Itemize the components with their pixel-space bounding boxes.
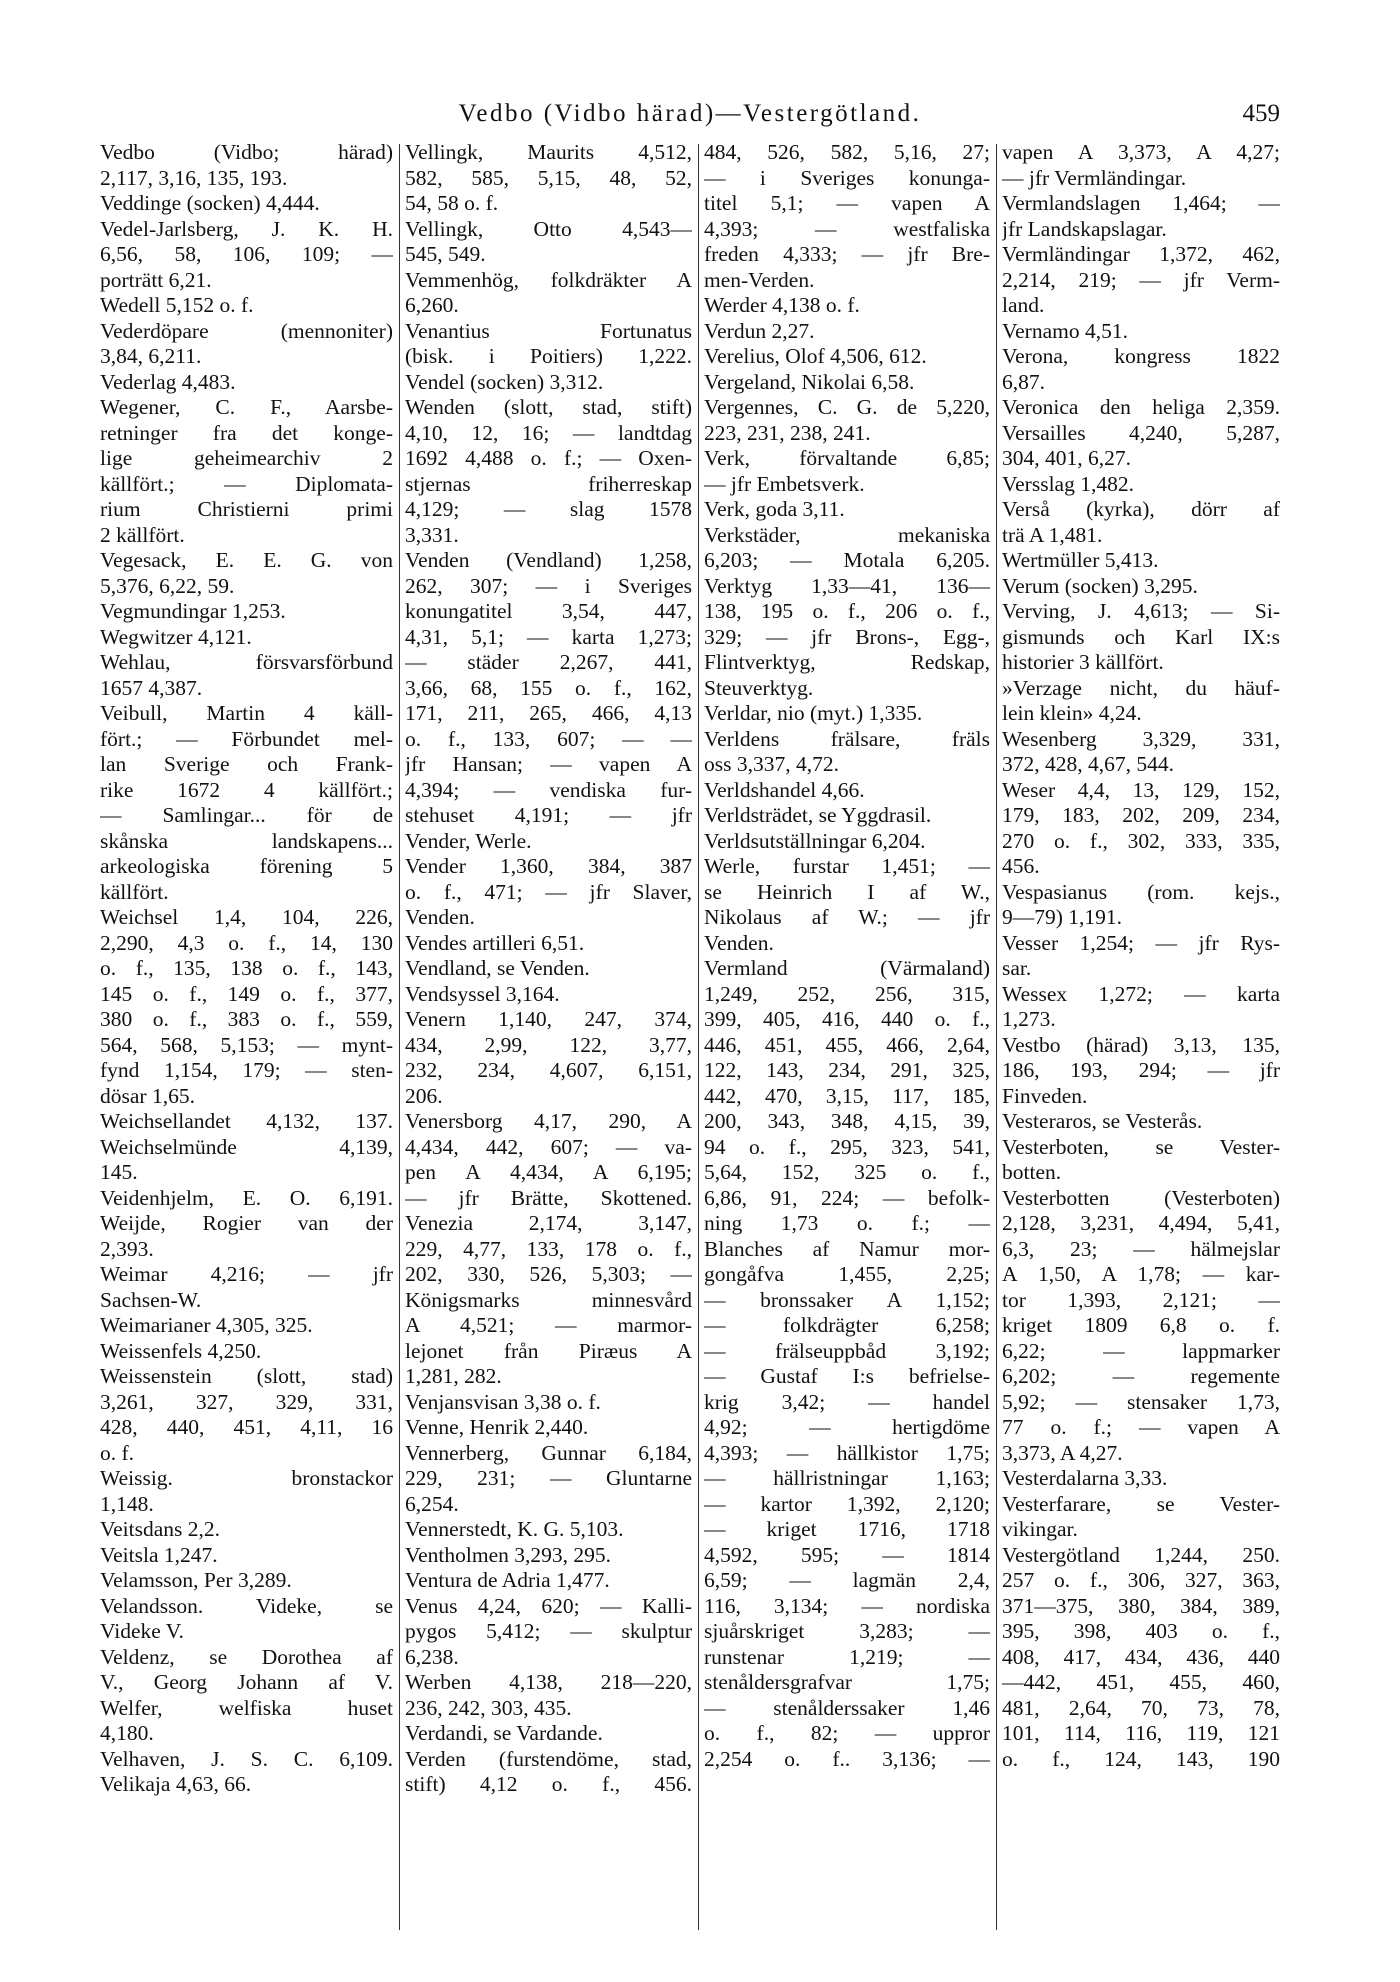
index-line: 6,86, 91, 224; — befolk- xyxy=(704,1185,990,1210)
index-line: Weissig. bronstackor xyxy=(100,1466,393,1490)
index-line: — jfr Embetsverk. xyxy=(704,471,865,496)
index-line: stehuset 4,191; — jfr xyxy=(405,803,692,827)
index-line: Weichsel 1,4, 104, 226, xyxy=(100,905,393,929)
index-line: källfört. xyxy=(100,879,169,904)
index-line: Vegesack, E. E. G. von xyxy=(100,548,393,572)
index-line: stift) 4,12 o. f., 456. xyxy=(405,1772,692,1796)
index-line: 6,87. xyxy=(1002,369,1045,394)
index-line: Veitsla 1,247. xyxy=(100,1542,218,1567)
index-line: Vesterboten, se Vester- xyxy=(1002,1134,1280,1159)
index-line: 1,273. xyxy=(1002,1007,1056,1031)
index-line: krig 3,42; — handel xyxy=(704,1389,990,1414)
index-line: 484, 526, 582, 5,16, 27; xyxy=(704,140,990,164)
index-line: Venersborg 4,17, 290, A xyxy=(405,1109,692,1133)
index-line: 1,249, 252, 256, 315, xyxy=(704,981,990,1006)
index-line: Wegener, C. F., Aarsbe- xyxy=(100,395,393,419)
index-line: Vederdöpare (mennoniter) xyxy=(100,318,393,343)
column-divider xyxy=(399,144,400,1930)
index-line: 1692 4,488 o. f.; — Oxen- xyxy=(405,446,692,470)
index-line: 5,92; — stensaker 1,73, xyxy=(1002,1389,1280,1414)
index-line: —442, 451, 455, 460, xyxy=(1002,1670,1280,1694)
index-line: Vedel-Jarlsberg, J. K. H. xyxy=(100,216,393,241)
index-line: Welfer, welfiska huset xyxy=(100,1695,393,1720)
index-line: Verk, förvaltande 6,85; xyxy=(704,446,990,470)
index-line: stjernas friherreskap xyxy=(405,471,692,496)
index-line: Wessex 1,272; — karta xyxy=(1002,981,1280,1006)
index-line: 6,22; — lappmarker xyxy=(1002,1338,1280,1363)
index-line: Ventholmen 3,293, 295. xyxy=(405,1542,612,1567)
index-line: 145. xyxy=(100,1160,138,1184)
index-line: oss 3,337, 4,72. xyxy=(704,752,839,776)
index-line: 145 o. f., 149 o. f., 377, xyxy=(100,981,393,1006)
index-line: 2,214, 219; — jfr Verm- xyxy=(1002,267,1280,292)
index-line: Vellingk, Maurits 4,512, xyxy=(405,140,692,164)
index-line: 304, 401, 6,27. xyxy=(1002,446,1131,470)
index-line: Werle, furstar 1,451; — xyxy=(704,854,990,878)
index-line: 4,129; — slag 1578 xyxy=(405,497,692,521)
index-line: — kriget 1716, 1718 xyxy=(704,1517,990,1541)
page-header xyxy=(100,100,1280,140)
index-line: Vesterfarare, se Vester- xyxy=(1002,1491,1280,1516)
index-line: — bronssaker A 1,152; xyxy=(704,1287,990,1312)
index-line: 200, 343, 348, 4,15, 39, xyxy=(704,1109,990,1133)
index-line: Vermländingar 1,372, 462, xyxy=(1002,242,1280,266)
index-line: Vesterbotten (Vesterboten) xyxy=(1002,1185,1280,1210)
index-line: Venantius Fortunatus xyxy=(405,318,692,343)
index-line: Venus 4,24, 620; — Kalli- xyxy=(405,1593,692,1618)
index-line: Vestergötland 1,244, 250. xyxy=(1002,1542,1280,1567)
index-line: Weichselmünde 4,139, xyxy=(100,1134,393,1159)
index-line: Vergeland, Nikolai 6,58. xyxy=(704,369,915,394)
index-line: 481, 2,64, 70, 73, 78, xyxy=(1002,1695,1280,1720)
index-line: 4,180. xyxy=(100,1721,154,1745)
index-line: gismunds och Karl IX:s xyxy=(1002,624,1280,649)
index-line: A 4,521; — marmor- xyxy=(405,1313,692,1337)
index-line: Vermlandslagen 1,464; — xyxy=(1002,191,1280,215)
index-line: Weijde, Rogier van der xyxy=(100,1211,393,1235)
index-line: Verldshandel 4,66. xyxy=(704,777,865,802)
index-line: — jfr Brätte, Skottened. xyxy=(405,1185,692,1210)
index-line: Vennerberg, Gunnar 6,184, xyxy=(405,1440,692,1465)
running-title: Vedbo (Vidbo härad)—Vestergötland. xyxy=(458,100,922,127)
index-line: 6,59; — lagmän 2,4, xyxy=(704,1568,990,1592)
index-line: konungatitel 3,54, 447, xyxy=(405,599,692,623)
index-line: Vesser 1,254; — jfr Rys- xyxy=(1002,930,1280,955)
index-line: A 1,50, A 1,78; — kar- xyxy=(1002,1262,1280,1286)
index-line: 2,290, 4,3 o. f., 14, 130 xyxy=(100,930,393,955)
index-line: 6,3, 23; — hälmejslar xyxy=(1002,1236,1280,1261)
index-line: 4,434, 442, 607; — va- xyxy=(405,1134,692,1159)
index-line: Verldsutställningar 6,204. xyxy=(704,828,926,853)
column-divider xyxy=(996,144,997,1930)
index-line: 257 o. f., 306, 327, 363, xyxy=(1002,1568,1280,1592)
index-line: arkeologiska förening 5 xyxy=(100,854,393,878)
index-line: Verum (socken) 3,295. xyxy=(1002,573,1198,598)
index-line: Venden. xyxy=(704,930,774,955)
index-line: Weimar 4,216; — jfr xyxy=(100,1262,393,1286)
index-line: Verldens frälsare, fräls xyxy=(704,726,990,751)
index-line: lejonet från Piræus A xyxy=(405,1338,692,1363)
index-line: 270 o. f., 302, 333, 335, xyxy=(1002,828,1280,853)
index-line: o. f., 133, 607; — — xyxy=(405,726,692,751)
index-line: — Gustaf I:s befrielse- xyxy=(704,1364,990,1388)
index-line: lan Sverige och Frank- xyxy=(100,752,393,776)
index-line: Veitsdans 2,2. xyxy=(100,1517,221,1541)
index-line: o. f., 471; — jfr Slaver, xyxy=(405,879,692,904)
index-line: 372, 428, 4,67, 544. xyxy=(1002,752,1174,776)
index-line: Weissenstein (slott, stad) xyxy=(100,1364,393,1388)
index-line: 4,393; — hällkistor 1,75; xyxy=(704,1440,990,1465)
index-line: 4,394; — vendiska fur- xyxy=(405,777,692,802)
index-line: 77 o. f.; — vapen A xyxy=(1002,1415,1280,1439)
index-line: Velandsson. Videke, se xyxy=(100,1593,393,1618)
index-line: 4,10, 12, 16; — landtdag xyxy=(405,420,692,445)
index-line: Nikolaus af W.; — jfr xyxy=(704,905,990,929)
index-line: Vegmundingar 1,253. xyxy=(100,599,286,623)
index-line: Veldenz, se Dorothea af xyxy=(100,1644,393,1669)
index-line: Veddinge (socken) 4,444. xyxy=(100,191,320,215)
index-line: historier 3 källfört. xyxy=(1002,650,1164,674)
index-line: vapen A 3,373, A 4,27; xyxy=(1002,140,1280,164)
index-line: — i Sveriges konunga- xyxy=(704,165,990,190)
index-column-3 xyxy=(704,140,990,1940)
index-line: 380 o. f., 383 o. f., 559, xyxy=(100,1007,393,1031)
index-line: 262, 307; — i Sveriges xyxy=(405,573,692,598)
index-line: tor 1,393, 2,121; — xyxy=(1002,1287,1280,1312)
index-line: — hällristningar 1,163; xyxy=(704,1466,990,1490)
index-line: 229, 231; — Gluntarne xyxy=(405,1466,692,1490)
index-line: 179, 183, 202, 209, 234, xyxy=(1002,803,1280,827)
index-line: Venden. xyxy=(405,905,475,929)
index-line: runstenar 1,219; — xyxy=(704,1644,990,1669)
index-line: 6,56, 58, 106, 109; — xyxy=(100,242,393,266)
index-line: Steuverktyg. xyxy=(704,675,814,700)
index-line: 442, 470, 3,15, 117, 185, xyxy=(704,1083,990,1108)
index-line: Vendland, se Venden. xyxy=(405,956,590,980)
index-line: se Heinrich I af W., xyxy=(704,879,990,904)
index-line: vikingar. xyxy=(1002,1517,1078,1541)
index-line: jfr Hansan; — vapen A xyxy=(405,752,692,776)
index-line: 582, 585, 5,15, 48, 52, xyxy=(405,165,692,190)
index-line: 5,64, 152, 325 o. f., xyxy=(704,1160,990,1184)
index-line: Werder 4,138 o. f. xyxy=(704,293,860,317)
index-line: o. f., 124, 143, 190 xyxy=(1002,1746,1280,1771)
index-line: Verldsträdet, se Yggdrasil. xyxy=(704,803,932,827)
index-line: Versailles 4,240, 5,287, xyxy=(1002,420,1280,445)
index-line: 408, 417, 434, 436, 440 xyxy=(1002,1644,1280,1669)
index-line: Vederlag 4,483. xyxy=(100,369,236,394)
index-line: 3,373, A 4,27. xyxy=(1002,1440,1123,1465)
index-line: 5,376, 6,22, 59. xyxy=(100,573,235,598)
index-line: Vender, Werle. xyxy=(405,828,532,853)
index-line: Videke V. xyxy=(100,1619,184,1643)
index-line: ning 1,73 o. f.; — xyxy=(704,1211,990,1235)
index-line: Versslag 1,482. xyxy=(1002,471,1134,496)
index-line: 4,393; — westfaliska xyxy=(704,216,990,241)
index-line: — frälseuppbåd 3,192; xyxy=(704,1338,990,1363)
index-line: Vendel (socken) 3,312. xyxy=(405,369,604,394)
index-column-4 xyxy=(1002,140,1280,1940)
index-line: lein klein» 4,24. xyxy=(1002,701,1142,725)
index-line: »Verzage nicht, du häuf- xyxy=(1002,675,1280,700)
index-line: 1657 4,387. xyxy=(100,675,203,700)
index-line: botten. xyxy=(1002,1160,1062,1184)
index-line: 6,260. xyxy=(405,293,459,317)
index-line: Verktyg 1,33—41, 136— xyxy=(704,573,990,598)
index-line: 4,92; — hertigdöme xyxy=(704,1415,990,1439)
index-line: 545, 549. xyxy=(405,242,486,266)
index-line: källfört.; — Diplomata- xyxy=(100,471,393,496)
index-line: 564, 568, 5,153; — mynt- xyxy=(100,1032,393,1057)
index-line: stenåldersgrafvar 1,75; xyxy=(704,1670,990,1694)
index-line: 434, 2,99, 122, 3,77, xyxy=(405,1032,692,1057)
index-line: Vellingk, Otto 4,543— xyxy=(405,216,692,241)
index-line: Verona, kongress 1822 xyxy=(1002,344,1280,368)
index-line: 236, 242, 303, 435. xyxy=(405,1695,572,1720)
index-line: — Samlingar... för de xyxy=(100,803,393,827)
index-line: Ventura de Adria 1,477. xyxy=(405,1568,610,1592)
index-line: 4,592, 595; — 1814 xyxy=(704,1542,990,1567)
index-line: Verdandi, se Vardande. xyxy=(405,1721,603,1745)
index-line: Sachsen-W. xyxy=(100,1287,202,1312)
index-line: 1,281, 282. xyxy=(405,1364,502,1388)
index-line: Vestbo (härad) 3,13, 135, xyxy=(1002,1032,1280,1057)
index-line: 428, 440, 451, 4,11, 16 xyxy=(100,1415,393,1439)
index-line: Vespasianus (rom. kejs., xyxy=(1002,879,1280,904)
index-line: 2,393. xyxy=(100,1236,154,1261)
index-line: Weimarianer 4,305, 325. xyxy=(100,1313,313,1337)
index-line: 456. xyxy=(1002,854,1040,878)
index-line: Vendsyssel 3,164. xyxy=(405,981,560,1006)
index-line: Velikaja 4,63, 66. xyxy=(100,1772,252,1796)
index-line: 6,202; — regemente xyxy=(1002,1364,1280,1388)
index-line: 399, 405, 416, 440 o. f., xyxy=(704,1007,990,1031)
index-line: Verelius, Olof 4,506, 612. xyxy=(704,344,927,368)
index-line: Vermland (Värmaland) xyxy=(704,956,990,980)
index-line: kriget 1809 6,8 o. f. xyxy=(1002,1313,1280,1337)
index-line: 1,148. xyxy=(100,1491,154,1516)
index-line: Wenden (slott, stad, stift) xyxy=(405,395,692,419)
index-line: porträtt 6,21. xyxy=(100,267,212,292)
index-line: Wertmüller 5,413. xyxy=(1002,548,1159,572)
index-line: 446, 451, 455, 466, 2,64, xyxy=(704,1032,990,1057)
index-line: dösar 1,65. xyxy=(100,1083,195,1108)
index-line: Vesterdalarna 3,33. xyxy=(1002,1466,1168,1490)
index-line: 3,261, 327, 329, 331, xyxy=(100,1389,393,1414)
index-line: 101, 114, 116, 119, 121 xyxy=(1002,1721,1280,1745)
index-line: titel 5,1; — vapen A xyxy=(704,191,990,215)
index-line: 3,66, 68, 155 o. f., 162, xyxy=(405,675,692,700)
index-line: jfr Landskapslagar. xyxy=(1002,216,1167,241)
index-line: 171, 211, 265, 466, 4,13 xyxy=(405,701,692,725)
index-line: Veronica den heliga 2,359. xyxy=(1002,395,1280,419)
index-line: pygos 5,412; — skulptur xyxy=(405,1619,692,1643)
index-line: o. f., 135, 138 o. f., 143, xyxy=(100,956,393,980)
index-line: 2,117, 3,16, 135, 193. xyxy=(100,165,288,190)
index-line: rike 1672 4 källfört.; xyxy=(100,777,393,802)
index-line: Verdun 2,27. xyxy=(704,318,815,343)
index-line: Finveden. xyxy=(1002,1083,1088,1108)
index-line: Weser 4,4, 13, 129, 152, xyxy=(1002,777,1280,802)
index-column-1 xyxy=(100,140,393,1940)
index-line: 9—79) 1,191. xyxy=(1002,905,1123,929)
column-divider xyxy=(698,144,699,1930)
index-line: 371—375, 380, 384, 389, xyxy=(1002,1593,1280,1618)
index-line: 186, 193, 294; — jfr xyxy=(1002,1058,1280,1082)
index-line: Weichsellandet 4,132, 137. xyxy=(100,1109,393,1133)
index-line: retninger fra det konge- xyxy=(100,420,393,445)
index-line: pen A 4,434, A 6,195; xyxy=(405,1160,692,1184)
index-line: Werben 4,138, 218—220, xyxy=(405,1670,692,1694)
index-line: Vesteraros, se Vesterås. xyxy=(1002,1109,1203,1133)
index-line: 6,254. xyxy=(405,1491,459,1516)
index-line: Wegwitzer 4,121. xyxy=(100,624,252,649)
index-line: rium Christierni primi xyxy=(100,497,393,521)
index-line: sar. xyxy=(1002,956,1032,980)
index-line: 4,31, 5,1; — karta 1,273; xyxy=(405,624,692,649)
index-line: Blanches af Namur mor- xyxy=(704,1236,990,1261)
index-line: Vernamo 4,51. xyxy=(1002,318,1128,343)
index-line: men-Verden. xyxy=(704,267,815,292)
index-line: Flintverktyg, Redskap, xyxy=(704,650,990,674)
index-line: 206. xyxy=(405,1083,443,1108)
index-line: 3,84, 6,211. xyxy=(100,344,202,368)
index-line: lige geheimearchiv 2 xyxy=(100,446,393,470)
index-line: Verden (furstendöme, stad, xyxy=(405,1746,692,1771)
index-line: — folkdrägter 6,258; xyxy=(704,1313,990,1337)
index-line: Vergennes, C. G. de 5,220, xyxy=(704,395,990,419)
index-line: o. f., 82; — uppror xyxy=(704,1721,990,1745)
index-line: 223, 231, 238, 241. xyxy=(704,420,871,445)
index-line: — städer 2,267, 441, xyxy=(405,650,692,674)
index-line: — stenålderssaker 1,46 xyxy=(704,1695,990,1720)
index-line: Verving, J. 4,613; — Si- xyxy=(1002,599,1280,623)
index-line: Verldar, nio (myt.) 1,335. xyxy=(704,701,923,725)
index-line: Velamsson, Per 3,289. xyxy=(100,1568,292,1592)
index-line: Vedbo (Vidbo; härad) xyxy=(100,140,393,164)
index-line: fört.; — Förbundet mel- xyxy=(100,726,393,751)
index-line: Wehlau, försvarsförbund xyxy=(100,650,393,674)
index-line: sjuårskriget 3,283; — xyxy=(704,1619,990,1643)
index-line: 122, 143, 234, 291, 325, xyxy=(704,1058,990,1082)
index-line: — jfr Vermländingar. xyxy=(1002,165,1187,190)
index-line: gongåfva 1,455, 2,25; xyxy=(704,1262,990,1286)
index-line: 2 källfört. xyxy=(100,522,185,547)
index-line: (bisk. i Poitiers) 1,222. xyxy=(405,344,692,368)
index-line: Weissenfels 4,250. xyxy=(100,1338,262,1363)
index-line: Venne, Henrik 2,440. xyxy=(405,1415,589,1439)
index-line: Venjansvisan 3,38 o. f. xyxy=(405,1389,601,1414)
index-line: — kartor 1,392, 2,120; xyxy=(704,1491,990,1516)
index-line: Vemmenhög, folkdräkter A xyxy=(405,267,692,292)
index-line: 54, 58 o. f. xyxy=(405,191,499,215)
index-line: land. xyxy=(1002,293,1045,317)
index-line: Velhaven, J. S. C. 6,109. xyxy=(100,1746,393,1771)
index-line: Verk, goda 3,11. xyxy=(704,497,845,521)
index-columns xyxy=(100,140,1280,1940)
index-line: 116, 3,134; — nordiska xyxy=(704,1593,990,1618)
index-line: V., Georg Johann af V. xyxy=(100,1670,393,1694)
index-line: 6,238. xyxy=(405,1644,459,1669)
index-line: Veidenhjelm, E. O. 6,191. xyxy=(100,1185,393,1210)
index-line: 3,331. xyxy=(405,522,459,547)
index-line: 2,128, 3,231, 4,494, 5,41, xyxy=(1002,1211,1280,1235)
index-line: 329; — jfr Brons-, Egg-, xyxy=(704,624,990,649)
index-line: Wesenberg 3,329, 331, xyxy=(1002,726,1280,751)
index-line: Königsmarks minnesvård xyxy=(405,1287,692,1312)
index-line: Vennerstedt, K. G. 5,103. xyxy=(405,1517,624,1541)
index-line: skånska landskapens... xyxy=(100,828,393,853)
index-line: freden 4,333; — jfr Bre- xyxy=(704,242,990,266)
index-line: 2,254 o. f.. 3,136; — xyxy=(704,1746,990,1771)
index-line: fynd 1,154, 179; — sten- xyxy=(100,1058,393,1082)
index-line: 138, 195 o. f., 206 o. f., xyxy=(704,599,990,623)
index-line: Wedell 5,152 o. f. xyxy=(100,293,254,317)
index-line: Vendes artilleri 6,51. xyxy=(405,930,585,955)
index-line: Venden (Vendland) 1,258, xyxy=(405,548,692,572)
index-line: Verså (kyrka), dörr af xyxy=(1002,497,1280,521)
index-column-2 xyxy=(405,140,692,1940)
index-line: 94 o. f., 295, 323, 541, xyxy=(704,1134,990,1159)
index-line: 6,203; — Motala 6,205. xyxy=(704,548,990,572)
index-line: o. f. xyxy=(100,1440,135,1465)
page-number: 459 xyxy=(1242,100,1280,127)
index-line: Venezia 2,174, 3,147, xyxy=(405,1211,692,1235)
index-line: Vender 1,360, 384, 387 xyxy=(405,854,692,878)
index-line: 229, 4,77, 133, 178 o. f., xyxy=(405,1236,692,1261)
index-line: trä A 1,481. xyxy=(1002,522,1103,547)
index-line: 202, 330, 526, 5,303; — xyxy=(405,1262,692,1286)
index-line: Verkstäder, mekaniska xyxy=(704,522,990,547)
index-line: 395, 398, 403 o. f., xyxy=(1002,1619,1280,1643)
index-line: Veibull, Martin 4 käll- xyxy=(100,701,393,725)
index-line: Venern 1,140, 247, 374, xyxy=(405,1007,692,1031)
index-line: 232, 234, 4,607, 6,151, xyxy=(405,1058,692,1082)
